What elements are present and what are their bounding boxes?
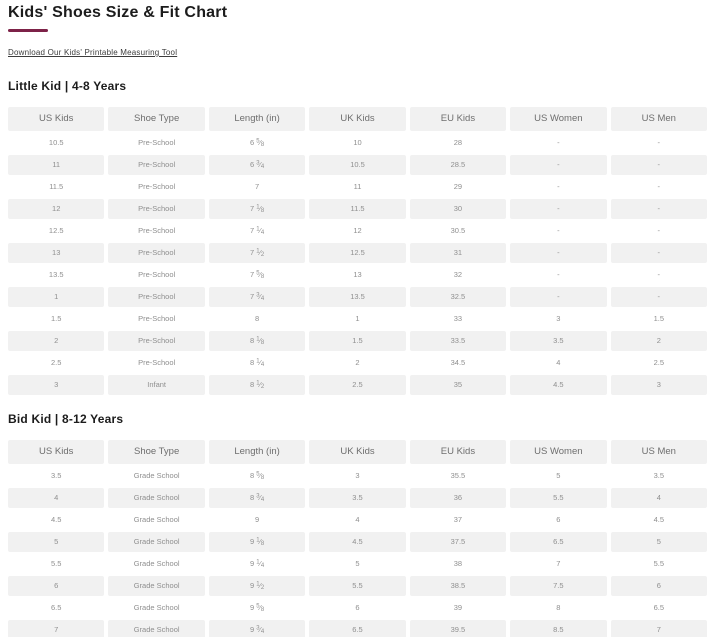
table-cell: 7 $^5⁄_8$ bbox=[209, 265, 305, 285]
table-cell: 9 bbox=[209, 510, 305, 530]
table-cell: - bbox=[510, 133, 606, 153]
size-chart-table-big-kid bbox=[8, 440, 707, 637]
table-cell: 28 bbox=[410, 133, 506, 153]
table-cell: 1 bbox=[309, 309, 405, 329]
column-header: US Women bbox=[510, 440, 606, 464]
column-header: UK Kids bbox=[309, 107, 405, 131]
table-cell: 4 bbox=[309, 510, 405, 530]
table-cell: 6.5 bbox=[309, 620, 405, 637]
table-cell: Grade School bbox=[108, 554, 204, 574]
table-cell: - bbox=[611, 177, 707, 197]
table-cell: 30 bbox=[410, 199, 506, 219]
table-cell: Grade School bbox=[108, 598, 204, 618]
table-cell: 2.5 bbox=[611, 353, 707, 373]
table-cell: 37 bbox=[410, 510, 506, 530]
table-cell: 8.5 bbox=[510, 620, 606, 637]
table-cell: 7 bbox=[209, 177, 305, 197]
column-header: Shoe Type bbox=[108, 440, 204, 464]
table-cell: Grade School bbox=[108, 510, 204, 530]
table-cell: 7 $^1⁄_2$ bbox=[209, 243, 305, 263]
table-cell: 5.5 bbox=[309, 576, 405, 596]
column-header: US Men bbox=[611, 107, 707, 131]
column-header: US Kids bbox=[8, 107, 104, 131]
table-cell: - bbox=[510, 155, 606, 175]
table-cell: 3.5 bbox=[510, 331, 606, 351]
table-cell: 7 bbox=[611, 620, 707, 637]
table-cell: 34.5 bbox=[410, 353, 506, 373]
table-cell: 10 bbox=[309, 133, 405, 153]
table-cell: 9 $^3⁄_4$ bbox=[209, 620, 305, 637]
table-cell: 1 bbox=[8, 287, 104, 307]
table-cell: 39 bbox=[410, 598, 506, 618]
column-header: Length (in) bbox=[209, 107, 305, 131]
table-cell: 5 bbox=[611, 532, 707, 552]
table-cell: 32 bbox=[410, 265, 506, 285]
table-cell: 5.5 bbox=[611, 554, 707, 574]
table-cell: 2.5 bbox=[309, 375, 405, 395]
table-cell: - bbox=[611, 287, 707, 307]
table-cell: 7 $^1⁄_8$ bbox=[209, 199, 305, 219]
table-cell: 38.5 bbox=[410, 576, 506, 596]
table-cell: 8 $^3⁄_4$ bbox=[209, 488, 305, 508]
table-cell: Pre-School bbox=[108, 331, 204, 351]
table-cell: Pre-School bbox=[108, 221, 204, 241]
table-cell: 2 bbox=[309, 353, 405, 373]
table-cell: 33.5 bbox=[410, 331, 506, 351]
table-cell: Pre-School bbox=[108, 309, 204, 329]
table-cell: 35 bbox=[410, 375, 506, 395]
table-cell: 3.5 bbox=[8, 466, 104, 486]
table-cell: 9 $^1⁄_8$ bbox=[209, 532, 305, 552]
table-cell: - bbox=[510, 199, 606, 219]
table-cell: 9 $^5⁄_8$ bbox=[209, 598, 305, 618]
table-cell: Infant bbox=[108, 375, 204, 395]
table-cell: 29 bbox=[410, 177, 506, 197]
table-cell: 1.5 bbox=[309, 331, 405, 351]
table-cell: 6.5 bbox=[8, 598, 104, 618]
table-cell: 6.5 bbox=[510, 532, 606, 552]
table-cell: 36 bbox=[410, 488, 506, 508]
table-cell: - bbox=[510, 177, 606, 197]
table-cell: 3.5 bbox=[611, 466, 707, 486]
table-cell: - bbox=[611, 243, 707, 263]
table-cell: 5 bbox=[510, 466, 606, 486]
table-cell: 6 $^3⁄_4$ bbox=[209, 155, 305, 175]
table-cell: Pre-School bbox=[108, 155, 204, 175]
table-cell: 2 bbox=[611, 331, 707, 351]
table-cell: 5 bbox=[8, 532, 104, 552]
table-cell: 4.5 bbox=[510, 375, 606, 395]
table-cell: 7 $^3⁄_4$ bbox=[209, 287, 305, 307]
table-cell: Pre-School bbox=[108, 199, 204, 219]
table-cell: 5 bbox=[309, 554, 405, 574]
table-cell: 12.5 bbox=[309, 243, 405, 263]
table-cell: 8 $^5⁄_8$ bbox=[209, 466, 305, 486]
table-cell: Grade School bbox=[108, 620, 204, 637]
table-cell: 8 $^1⁄_2$ bbox=[209, 375, 305, 395]
table-cell: 6.5 bbox=[611, 598, 707, 618]
table-cell: Pre-School bbox=[108, 353, 204, 373]
table-cell: 8 $^1⁄_4$ bbox=[209, 353, 305, 373]
column-header: US Men bbox=[611, 440, 707, 464]
table-cell: 38 bbox=[410, 554, 506, 574]
table-cell: 1.5 bbox=[8, 309, 104, 329]
table-cell: - bbox=[611, 133, 707, 153]
column-header: Shoe Type bbox=[108, 107, 204, 131]
table-cell: 3 bbox=[309, 466, 405, 486]
download-measuring-tool-link[interactable]: Download Our Kids' Printable Measuring Tool bbox=[8, 48, 178, 57]
table-cell: 6 bbox=[611, 576, 707, 596]
table-cell: 7 $^1⁄_4$ bbox=[209, 221, 305, 241]
table-cell: 6 bbox=[8, 576, 104, 596]
page-title: Kids' Shoes Size & Fit Chart bbox=[8, 4, 228, 21]
table-cell: 8 $^1⁄_8$ bbox=[209, 331, 305, 351]
section-heading-big-kid: Bid Kid | 8-12 Years bbox=[8, 412, 124, 426]
table-cell: 3 bbox=[611, 375, 707, 395]
table-cell: 4 bbox=[510, 353, 606, 373]
table-cell: - bbox=[611, 221, 707, 241]
column-header: UK Kids bbox=[309, 440, 405, 464]
table-cell: 6 bbox=[309, 598, 405, 618]
table-cell: 9 $^1⁄_4$ bbox=[209, 554, 305, 574]
table-cell: 32.5 bbox=[410, 287, 506, 307]
table-cell: 7 bbox=[510, 554, 606, 574]
table-cell: 28.5 bbox=[410, 155, 506, 175]
table-cell: - bbox=[510, 221, 606, 241]
table-cell: Pre-School bbox=[108, 287, 204, 307]
table-cell: 4 bbox=[611, 488, 707, 508]
column-header: Length (in) bbox=[209, 440, 305, 464]
table-cell: 8 bbox=[209, 309, 305, 329]
table-cell: 6 bbox=[510, 510, 606, 530]
table-cell: Pre-School bbox=[108, 177, 204, 197]
table-cell: - bbox=[510, 287, 606, 307]
table-cell: 13.5 bbox=[309, 287, 405, 307]
column-header: US Women bbox=[510, 107, 606, 131]
table-cell: 31 bbox=[410, 243, 506, 263]
table-cell: 4.5 bbox=[8, 510, 104, 530]
table-cell: Grade School bbox=[108, 466, 204, 486]
column-header: US Kids bbox=[8, 440, 104, 464]
table-cell: 37.5 bbox=[410, 532, 506, 552]
table-cell: 2 bbox=[8, 331, 104, 351]
table-cell: - bbox=[611, 199, 707, 219]
table-cell: 39.5 bbox=[410, 620, 506, 637]
table-cell: Pre-School bbox=[108, 265, 204, 285]
table-cell: 7 bbox=[8, 620, 104, 637]
table-cell: 13 bbox=[8, 243, 104, 263]
section-heading-little-kid: Little Kid | 4-8 Years bbox=[8, 79, 127, 93]
table-cell: 4.5 bbox=[309, 532, 405, 552]
table-cell: 5.5 bbox=[510, 488, 606, 508]
table-cell: 4.5 bbox=[611, 510, 707, 530]
table-cell: 11.5 bbox=[309, 199, 405, 219]
table-cell: 11.5 bbox=[8, 177, 104, 197]
table-cell: 12.5 bbox=[8, 221, 104, 241]
table-cell: 12 bbox=[8, 199, 104, 219]
table-cell: Pre-School bbox=[108, 133, 204, 153]
table-cell: 10.5 bbox=[309, 155, 405, 175]
table-cell: 6 $^5⁄_8$ bbox=[209, 133, 305, 153]
column-header: EU Kids bbox=[410, 440, 506, 464]
table-cell: - bbox=[611, 265, 707, 285]
table-cell: 11 bbox=[309, 177, 405, 197]
table-cell: 7.5 bbox=[510, 576, 606, 596]
table-cell: - bbox=[611, 155, 707, 175]
table-cell: 1.5 bbox=[611, 309, 707, 329]
table-cell: 8 bbox=[510, 598, 606, 618]
table-cell: 13 bbox=[309, 265, 405, 285]
table-cell: 4 bbox=[8, 488, 104, 508]
table-cell: 2.5 bbox=[8, 353, 104, 373]
title-accent-rule bbox=[8, 29, 48, 32]
table-cell: 12 bbox=[309, 221, 405, 241]
column-header: EU Kids bbox=[410, 107, 506, 131]
table-cell: Grade School bbox=[108, 488, 204, 508]
table-cell: - bbox=[510, 243, 606, 263]
table-cell: 10.5 bbox=[8, 133, 104, 153]
table-cell: - bbox=[510, 265, 606, 285]
table-cell: 3 bbox=[510, 309, 606, 329]
table-cell: 5.5 bbox=[8, 554, 104, 574]
table-cell: 33 bbox=[410, 309, 506, 329]
size-chart-table-little-kid bbox=[8, 107, 707, 395]
table-cell: 3 bbox=[8, 375, 104, 395]
table-cell: 9 $^1⁄_2$ bbox=[209, 576, 305, 596]
table-cell: 3.5 bbox=[309, 488, 405, 508]
table-cell: 30.5 bbox=[410, 221, 506, 241]
table-cell: Grade School bbox=[108, 576, 204, 596]
table-cell: 13.5 bbox=[8, 265, 104, 285]
table-cell: Grade School bbox=[108, 532, 204, 552]
table-cell: Pre-School bbox=[108, 243, 204, 263]
table-cell: 35.5 bbox=[410, 466, 506, 486]
table-cell: 11 bbox=[8, 155, 104, 175]
